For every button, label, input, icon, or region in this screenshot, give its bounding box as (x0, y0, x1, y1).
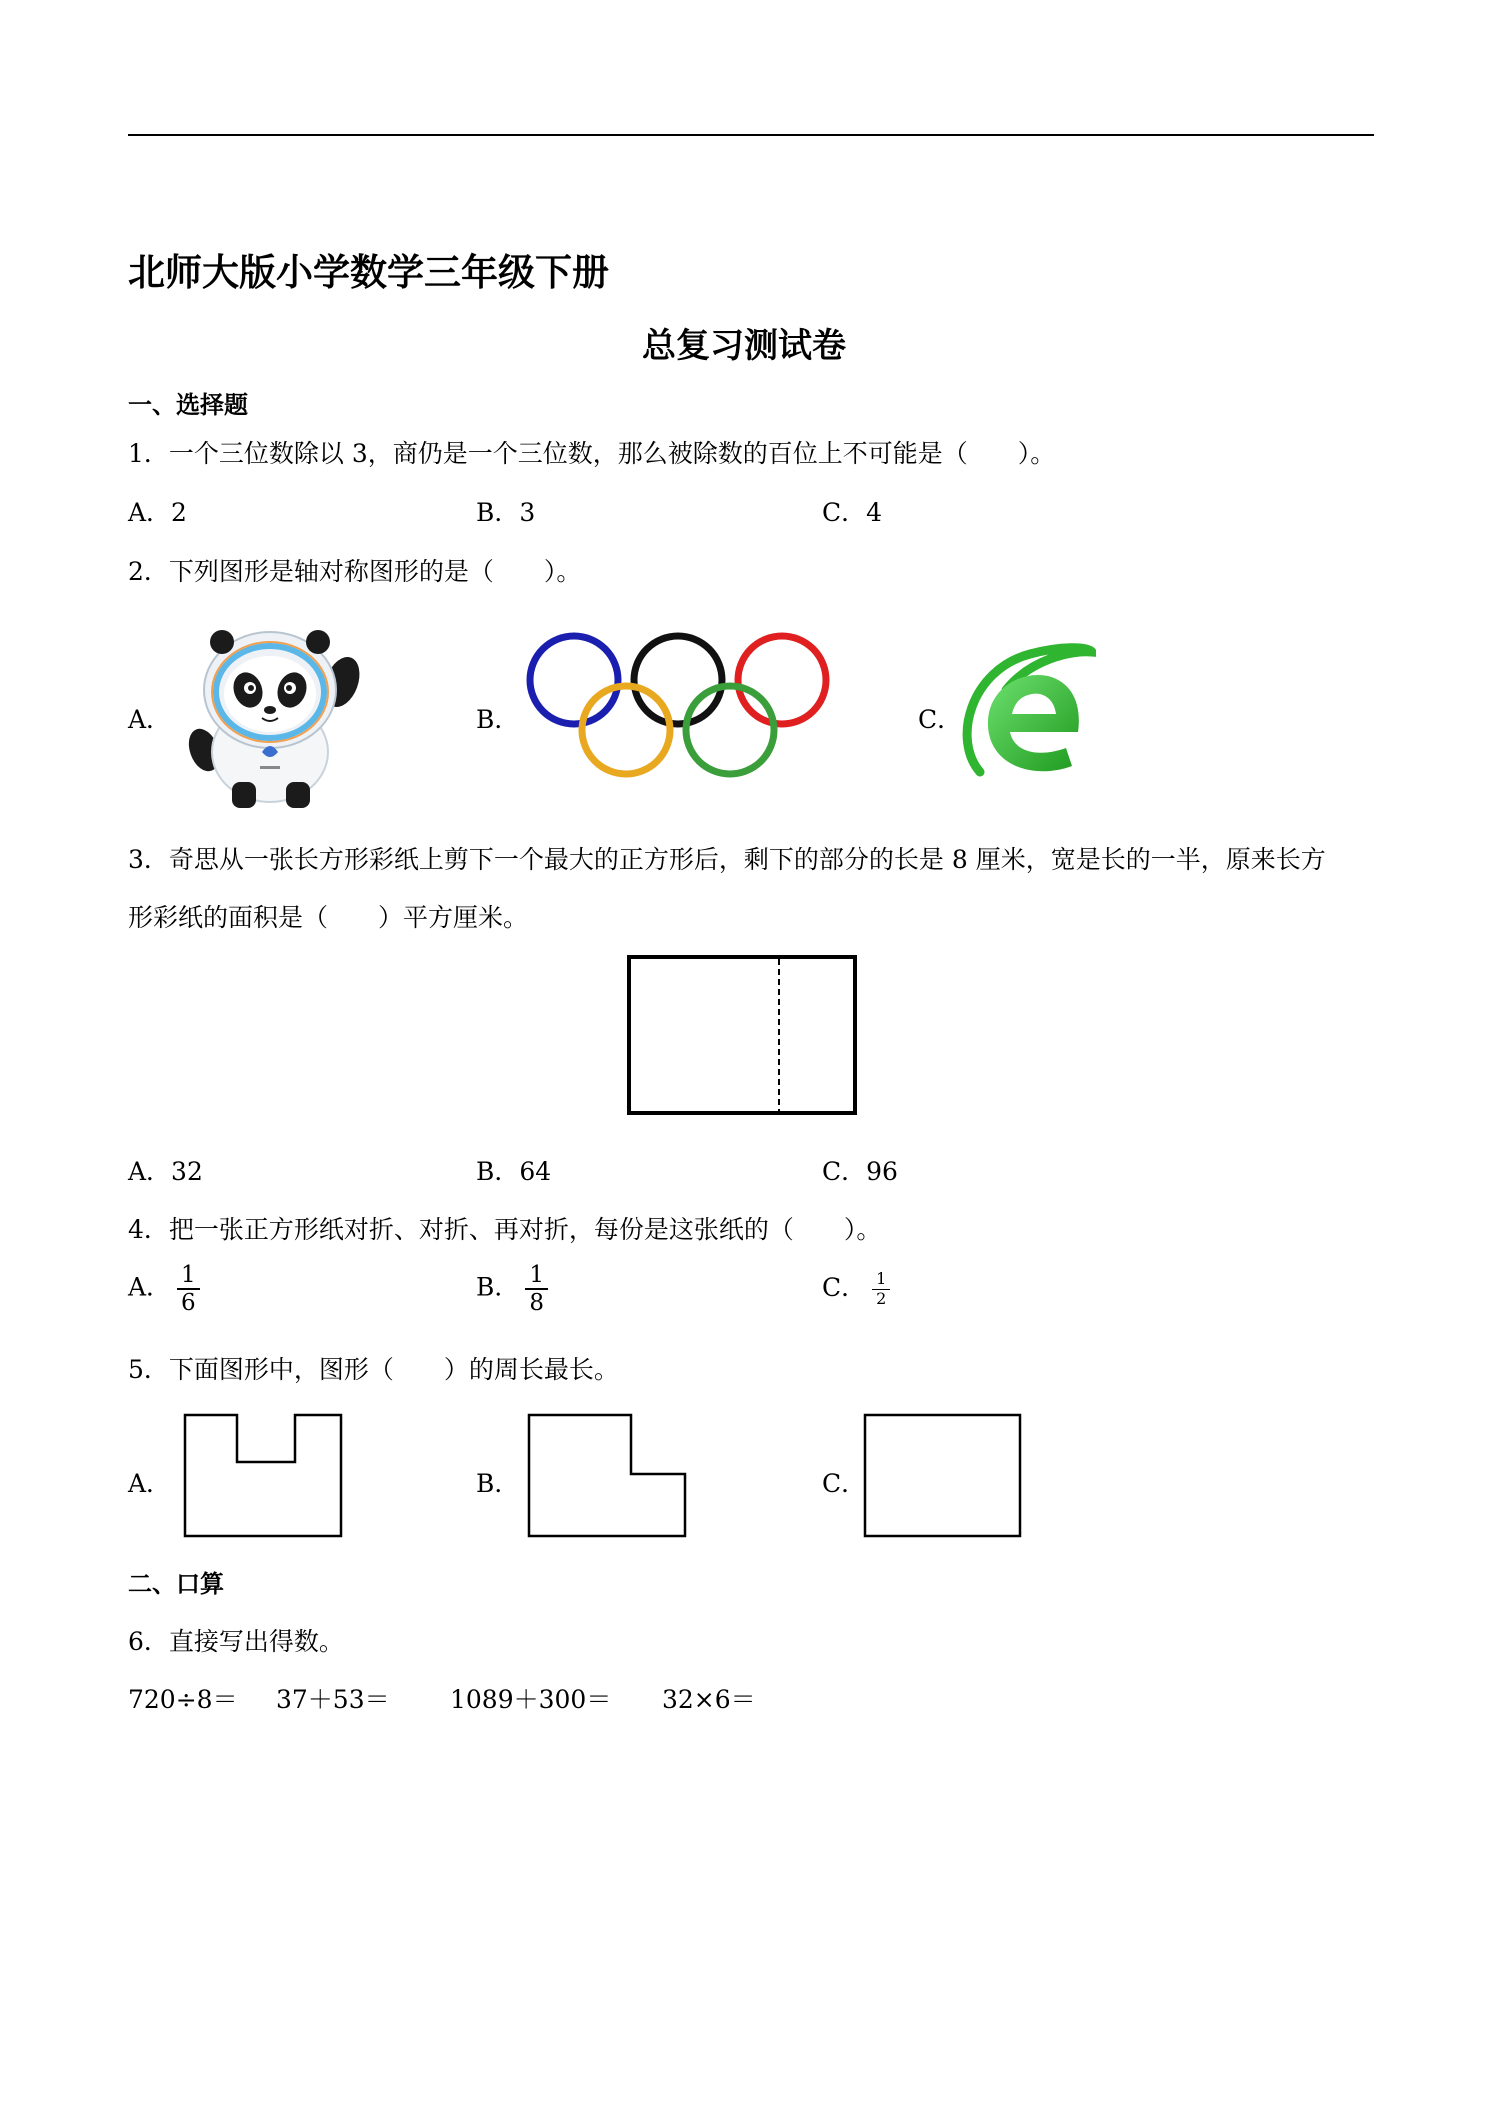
q2-option-c-label: C． (918, 705, 963, 734)
q3-option-c: C．96 (822, 1157, 898, 1186)
section-heading-choice: 一、选择题 (128, 391, 248, 419)
q4-option-b-fraction (527, 1262, 546, 1316)
q5-option-b-label: B． (476, 1469, 520, 1498)
calc-item-3: 1089＋300＝ (450, 1685, 612, 1714)
rectangle-paper-diagram (626, 954, 858, 1116)
q4-c-denominator: 2 (876, 1289, 887, 1309)
document-title: 北师大版小学数学三年级下册 (128, 251, 609, 294)
q5-option-c-label: C． (822, 1469, 867, 1498)
question-2-text: 2．下列图形是轴对称图形的是（ ）。 (128, 557, 582, 586)
shape-c-rectangle (862, 1412, 1024, 1540)
browser-e-logo-icon (960, 640, 1096, 780)
q4-option-c (822, 1268, 888, 1309)
q4-option-a (128, 1262, 198, 1316)
q4-option-c-fraction (874, 1270, 888, 1308)
question-6-text: 6．直接写出得数。 (128, 1627, 344, 1656)
q1-option-a: A．2 (128, 498, 187, 527)
q4-option-a-label: A． (128, 1272, 172, 1302)
q4-a-denominator: 6 (181, 1289, 196, 1316)
document-subtitle: 总复习测试卷 (642, 326, 846, 366)
calc-item-2: 37＋53＝ (276, 1685, 390, 1714)
olympic-rings-icon (522, 628, 842, 788)
q2-option-b-label: B． (476, 705, 520, 734)
question-4-text: 4．把一张正方形纸对折、对折、再对折，每份是这张纸的（ ）。 (128, 1215, 882, 1244)
section-heading-mental-math: 二、口算 (128, 1570, 224, 1598)
q4-option-b-label: B． (476, 1272, 520, 1302)
q4-a-numerator: 1 (181, 1262, 196, 1288)
shape-a-notched-rectangle (182, 1412, 346, 1540)
q4-option-a-fraction (179, 1262, 198, 1316)
question-1-text: 1．一个三位数除以 3，商仍是一个三位数，那么被除数的百位上不可能是（ ）。 (128, 439, 1056, 468)
q4-b-denominator: 8 (529, 1289, 544, 1316)
top-rule (128, 134, 1374, 136)
q1-option-b: B．3 (476, 498, 536, 527)
q4-c-numerator: 1 (876, 1269, 887, 1289)
question-3-line-1: 3．奇思从一张长方形彩纸上剪下一个最大的正方形后，剩下的部分的长是 8 厘米，宽是长的一半，原来长方 (128, 845, 1326, 874)
calc-item-1: 720÷8＝ (128, 1685, 238, 1714)
shape-b-l-shape (526, 1412, 690, 1540)
q4-b-numerator: 1 (529, 1262, 544, 1288)
panda-mascot-icon (170, 622, 370, 812)
question-3-line-2: 形彩纸的面积是（ ）平方厘米。 (128, 903, 529, 932)
question-5-text: 5．下面图形中，图形（ ）的周长最长。 (128, 1355, 619, 1384)
q4-option-b (476, 1262, 546, 1316)
q3-option-b: B．64 (476, 1157, 552, 1186)
calc-item-4: 32×6＝ (662, 1685, 756, 1714)
q5-option-a-label: A． (128, 1469, 172, 1498)
q3-option-a: A．32 (128, 1157, 203, 1186)
q4-option-c-label: C． (822, 1273, 867, 1302)
q2-option-a-label: A． (128, 705, 172, 734)
q1-option-c: C．4 (822, 498, 883, 527)
